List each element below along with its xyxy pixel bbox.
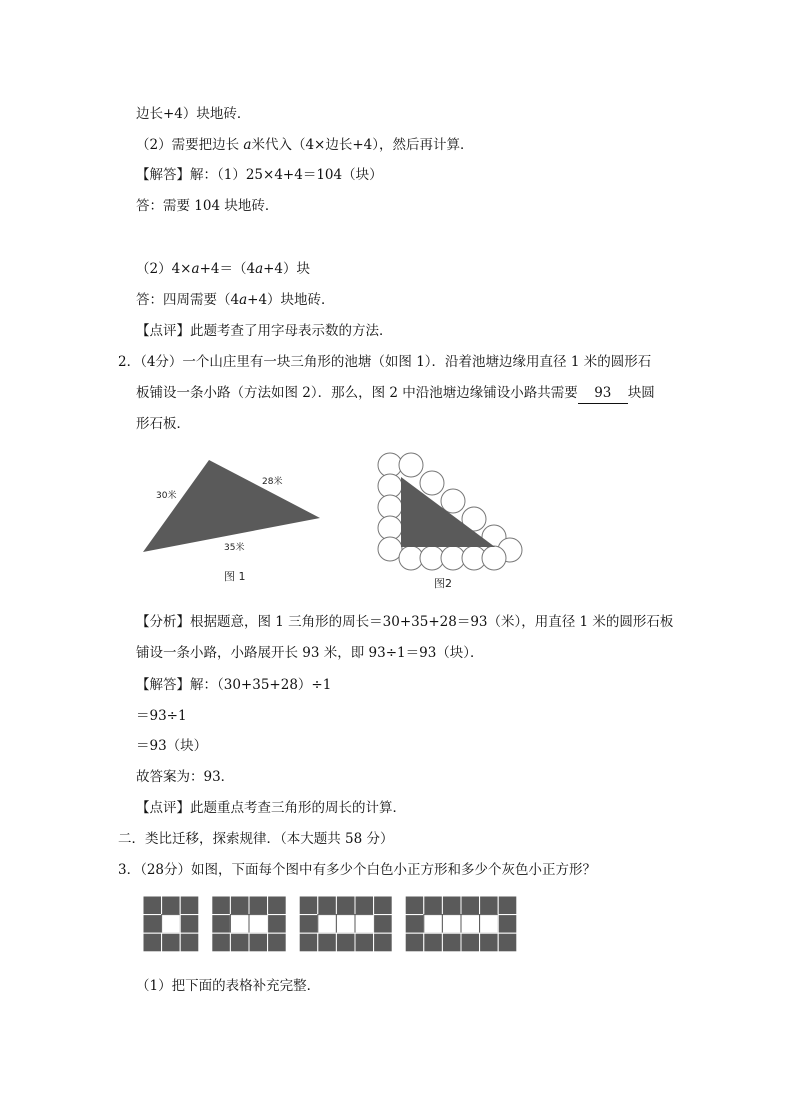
gray-square — [461, 933, 480, 952]
gray-square — [318, 933, 337, 952]
text-span: 答：四周需要（4 — [136, 292, 240, 308]
answer-line-3 — [136, 259, 310, 279]
text-span: 【解答】解：（30+35+28）÷1 — [136, 677, 332, 693]
text-span: 米代入（4×边长+4），然后再计算． — [251, 137, 474, 153]
text-span: 形石板． — [136, 416, 190, 432]
circle-stone — [399, 546, 423, 570]
circle-stone — [399, 453, 423, 477]
variable-a: a — [243, 137, 252, 153]
text-span: ＝93÷1 — [136, 708, 187, 724]
text-span: 3．（28分）如图，下面每个图中有多少个白色小正方形和多少个灰色小正方形？ — [118, 862, 597, 878]
gray-square — [424, 933, 443, 952]
gray-square — [480, 896, 499, 915]
white-square — [249, 915, 268, 934]
white-square — [162, 915, 181, 934]
analysis-line-1 — [136, 612, 673, 632]
analysis-line-2 — [136, 643, 484, 663]
text-span: +4＝（4 — [199, 261, 256, 277]
question-2-line-1 — [118, 352, 651, 372]
white-square — [336, 915, 355, 934]
gray-square — [249, 933, 268, 952]
text-span: 故答案为：93． — [136, 769, 235, 785]
circle-stone — [482, 546, 506, 570]
gray-square — [299, 933, 318, 952]
tile-grid-4 — [405, 896, 517, 952]
text-line-1 — [136, 104, 250, 124]
gray-square — [212, 915, 231, 934]
circle-stone — [378, 453, 402, 477]
question-3-sub-1 — [136, 976, 320, 996]
gray-square — [143, 933, 162, 952]
answer-line-1 — [136, 165, 383, 185]
comment-line-1 — [136, 321, 393, 341]
gray-square — [143, 896, 162, 915]
gray-square — [299, 915, 318, 934]
white-square — [230, 915, 249, 934]
gray-square — [374, 915, 393, 934]
text-span: 【解答】解：（1）25×4+4＝104（块） — [136, 167, 383, 183]
text-span: 铺设一条小路，小路展开长 93 米，即 93÷1＝93（块）． — [136, 645, 484, 661]
text-span: 答：需要 104 块地砖． — [136, 198, 279, 214]
text-span: 块圆 — [627, 385, 655, 401]
text-span: +4）块 — [263, 261, 311, 277]
gray-square — [268, 933, 287, 952]
white-square — [318, 915, 337, 934]
variable-a: a — [255, 261, 264, 277]
gray-square — [336, 896, 355, 915]
answer-blank: 93 — [578, 383, 628, 404]
question-3-line-1 — [118, 860, 596, 880]
tile-grid-2 — [212, 896, 286, 952]
solution-line-3 — [136, 736, 207, 756]
circle-stone — [378, 495, 402, 519]
side-label-right: 28米 — [262, 477, 283, 487]
gray-square — [424, 896, 443, 915]
text-span: 二．类比迁移，探索规律．（本大题共 58 分） — [118, 831, 394, 847]
gray-square — [180, 896, 199, 915]
solution-line-1 — [136, 675, 331, 695]
figure-1-triangle — [136, 452, 331, 592]
gray-square — [498, 933, 517, 952]
figure-1-caption: 图 1 — [224, 570, 246, 583]
gray-square — [498, 896, 517, 915]
gray-square — [405, 896, 424, 915]
circle-stone — [441, 546, 465, 570]
side-label-bottom: 35米 — [224, 543, 245, 553]
gray-square — [268, 896, 287, 915]
circle-stone — [378, 516, 402, 540]
gray-square — [355, 933, 374, 952]
circle-stone — [420, 546, 444, 570]
gray-square — [498, 915, 517, 934]
gray-square — [442, 896, 461, 915]
question-2-line-3 — [136, 414, 190, 434]
text-span: （2）需要把边长 — [136, 137, 244, 153]
gray-square — [162, 896, 181, 915]
text-span: 【分析】根据题意，图 1 三角形的周长＝30+35+28＝93（米），用直径 1 米的圆形石板 — [136, 614, 674, 630]
question-2-line-2 — [136, 383, 655, 404]
gray-square — [405, 933, 424, 952]
variable-a: a — [239, 292, 248, 308]
gray-square — [336, 933, 355, 952]
figure-2-circles — [370, 448, 530, 598]
figure-2-caption: 图2 — [434, 577, 452, 590]
gray-square — [355, 896, 374, 915]
text-span: 【点评】此题考查了用字母表示数的方法． — [136, 323, 393, 339]
white-square — [461, 915, 480, 934]
text-span: 板铺设一条小路（方法如图 2）．那么，图 2 中沿池塘边缘铺设小路共需要 — [136, 385, 578, 401]
gray-square — [180, 915, 199, 934]
gray-square — [162, 933, 181, 952]
gray-square — [212, 933, 231, 952]
circle-stone — [378, 537, 402, 561]
tile-grid-1 — [143, 896, 199, 952]
text-span: 【点评】此题重点考查三角形的周长的计算． — [136, 800, 406, 816]
gray-square — [212, 896, 231, 915]
white-square — [442, 915, 461, 934]
gray-square — [230, 933, 249, 952]
solution-line-2 — [136, 706, 187, 726]
section-2-heading — [118, 829, 394, 849]
gray-square — [480, 933, 499, 952]
text-span: （1）把下面的表格补充完整． — [136, 978, 321, 994]
gray-square — [461, 896, 480, 915]
gray-square — [268, 915, 287, 934]
text-line-2 — [136, 135, 474, 155]
gray-square — [299, 896, 318, 915]
circle-stone — [441, 489, 465, 513]
gray-square — [374, 933, 393, 952]
solution-line-4 — [136, 767, 234, 787]
gray-square — [230, 896, 249, 915]
gray-square — [405, 915, 424, 934]
comment-line-2 — [136, 798, 406, 818]
gray-square — [442, 933, 461, 952]
circle-stone — [378, 474, 402, 498]
text-span: ＝93（块） — [136, 738, 208, 754]
white-square — [355, 915, 374, 934]
square-grids-figure — [140, 894, 540, 956]
tile-grid-3 — [299, 896, 392, 952]
white-square — [480, 915, 499, 934]
answer-line-2 — [136, 196, 278, 216]
text-span: 边长+4）块地砖． — [136, 106, 251, 122]
gray-square — [318, 896, 337, 915]
text-span: 2．（4分）一个山庄里有一块三角形的池塘（如图 1）．沿着池塘边缘用直径 1 米的圆形石 — [118, 354, 652, 370]
side-label-left: 30米 — [156, 491, 177, 501]
circle-stone — [420, 471, 444, 495]
gray-square — [143, 915, 162, 934]
gray-square — [249, 896, 268, 915]
answer-line-4 — [136, 290, 335, 310]
text-span: （2）4× — [136, 261, 192, 277]
gray-square — [374, 896, 393, 915]
variable-a: a — [191, 261, 200, 277]
white-square — [424, 915, 443, 934]
text-span: +4）块地砖． — [247, 292, 335, 308]
triangle-shape — [143, 460, 320, 552]
gray-square — [180, 933, 199, 952]
